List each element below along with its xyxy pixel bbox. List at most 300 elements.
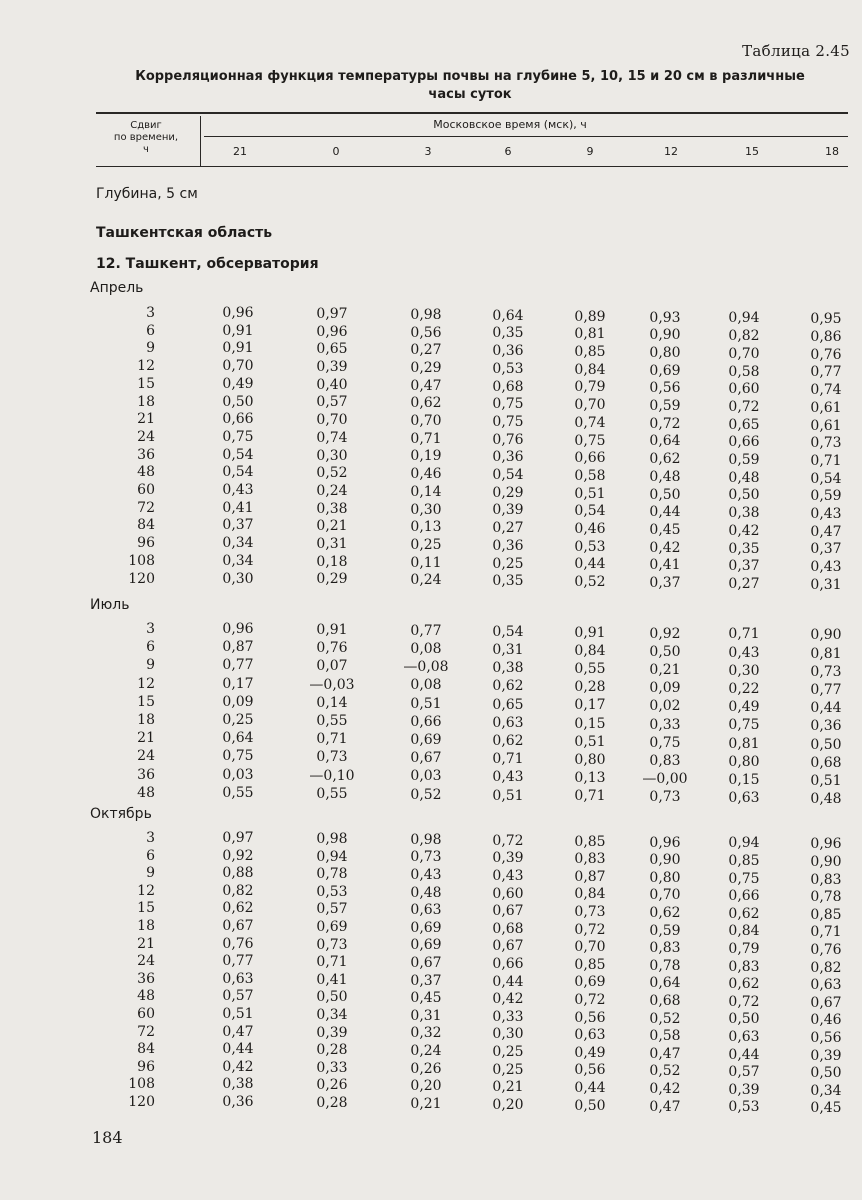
correlation-value: 0,97 [316,305,348,322]
correlation-value: 0,85 [574,833,606,850]
correlation-value: 0,81 [810,645,842,662]
correlation-value: 0,76 [810,941,842,958]
correlation-value: 0,42 [649,1080,681,1097]
correlation-value: 0,59 [649,398,681,414]
correlation-value: 0,77 [410,622,442,639]
correlation-value: 0,54 [222,464,254,481]
correlation-value: 0,61 [810,399,842,416]
correlation-value: 0,50 [728,1011,760,1028]
shift-value: 6 [146,639,155,656]
correlation-value: 0,63 [492,714,524,731]
correlation-value: 0,57 [728,1064,760,1081]
correlation-value: 0,49 [574,1044,606,1061]
correlation-value: 0,96 [649,834,681,851]
correlation-value: 0,07 [316,658,348,675]
correlation-value: 0,98 [410,831,442,848]
correlation-value: 0,44 [222,1041,254,1058]
correlation-value: 0,43 [410,867,442,883]
correlation-value: 0,71 [574,788,606,805]
correlation-value: 0,48 [410,884,442,901]
correlation-value: 0,32 [410,1025,442,1042]
correlation-value: 0,75 [222,428,254,445]
correlation-value: 0,91 [222,340,254,357]
correlation-value: 0,98 [410,306,442,323]
correlation-value: 0,91 [316,621,348,638]
correlation-value: 0,77 [810,364,842,381]
correlation-value: 0,14 [410,483,442,500]
correlation-value: 0,44 [574,556,606,573]
correlation-value: 0,35 [728,540,760,557]
correlation-value: 0,33 [492,1008,524,1025]
correlation-value: 0,37 [222,517,254,534]
correlation-value: 0,94 [728,310,760,327]
correlation-value: 0,60 [492,885,524,902]
correlation-value: 0,59 [728,452,760,468]
shift-value: 48 [137,988,155,1005]
correlation-value: 0,15 [728,772,760,788]
correlation-value: 0,79 [728,941,760,957]
correlation-value: 0,76 [492,431,524,448]
correlation-value: 0,37 [649,575,681,591]
correlation-value: 0,47 [649,1045,681,1062]
correlation-value: 0,39 [316,1024,348,1041]
shift-value: 12 [137,675,155,692]
correlation-value: 0,66 [728,888,760,905]
correlation-value: —0,08 [403,659,449,676]
correlation-value: 0,82 [222,882,254,899]
correlation-value: 0,26 [316,1077,348,1094]
correlation-value: 0,29 [410,359,442,376]
correlation-value: 0,96 [222,305,254,321]
shift-value: 84 [137,1041,155,1058]
correlation-value: 0,17 [574,697,606,714]
correlation-value: 0,42 [222,1058,254,1075]
correlation-value: 0,72 [649,415,681,432]
correlation-value: 0,21 [410,1095,442,1112]
correlation-value: 0,50 [810,1065,842,1082]
correlation-value: 0,77 [222,953,254,970]
correlation-value: 0,72 [728,993,760,1010]
correlation-value: 0,54 [492,467,524,483]
correlation-value: 0,71 [316,954,348,971]
correlation-value: 0,52 [649,1010,681,1027]
correlation-value: 0,34 [222,535,254,552]
correlation-value: 0,52 [649,1063,681,1080]
correlation-value: 0,21 [316,518,348,535]
correlation-value: 0,57 [316,394,348,411]
shift-value: 72 [137,1023,155,1040]
correlation-value: 0,25 [222,712,254,728]
correlation-value: 0,67 [410,750,442,767]
correlation-value: 0,25 [410,536,442,553]
correlation-value: 0,69 [410,732,442,748]
correlation-value: 0,24 [410,572,442,589]
correlation-value: 0,69 [410,919,442,936]
correlation-value: 0,24 [410,1043,442,1059]
correlation-value: 0,75 [649,734,681,751]
correlation-value: 0,50 [649,486,681,503]
correlation-value: 0,50 [222,393,254,410]
correlation-value: 0,72 [728,398,760,415]
shift-value: 12 [137,882,155,899]
hour-header-cell: 21 [233,145,247,158]
correlation-value: 0,08 [410,641,442,657]
correlation-value: 0,77 [222,657,254,674]
correlation-value: 0,39 [316,359,348,375]
header-bottom-rule [96,166,848,167]
correlation-value: 0,93 [649,309,681,326]
correlation-value: 0,38 [316,500,348,517]
correlation-value: 0,95 [810,311,842,328]
correlation-value: 0,90 [810,853,842,870]
correlation-value: —0,00 [642,771,688,788]
correlation-value: 0,38 [728,505,760,522]
correlation-value: 0,51 [574,485,606,502]
shift-value: 60 [137,482,155,498]
correlation-value: 0,71 [810,452,842,469]
correlation-value: 0,39 [492,502,524,519]
correlation-value: 0,84 [574,361,606,378]
correlation-value: 0,09 [222,693,254,710]
correlation-value: 0,75 [492,413,524,430]
correlation-value: 0,38 [222,1076,254,1093]
correlation-value: 0,77 [810,681,842,698]
correlation-value: 0,35 [492,325,524,342]
correlation-value: 0,74 [810,382,842,399]
correlation-value: 0,54 [810,470,842,487]
shift-value: 18 [137,393,155,410]
correlation-value: 0,61 [810,417,842,434]
table-caption [90,68,850,104]
correlation-value: 0,27 [410,342,442,359]
correlation-value: 0,48 [728,469,760,486]
shift-value: 120 [128,1094,155,1110]
correlation-value: 0,87 [222,639,254,656]
correlation-value: 0,74 [574,414,606,431]
correlation-value: 0,59 [810,488,842,505]
shift-value: 15 [137,375,155,392]
correlation-value: 0,84 [574,642,606,659]
shift-value: 6 [146,322,155,339]
correlation-value: 0,58 [649,1028,681,1045]
correlation-value: 0,76 [316,640,348,657]
correlation-value: 0,90 [810,627,842,644]
correlation-value: 0,94 [316,848,348,865]
correlation-value: 0,28 [316,1094,348,1111]
correlation-value: 0,72 [492,832,524,849]
shift-value: 108 [128,552,155,569]
correlation-value: 0,57 [316,901,348,918]
correlation-value: 0,52 [410,786,442,803]
shift-header-line: по времени, [113,132,179,143]
correlation-value: 0,67 [810,994,842,1011]
correlation-value: 0,56 [574,1062,606,1079]
correlation-value: 0,64 [492,307,524,324]
correlation-value: 0,73 [316,749,348,766]
correlation-value: 0,57 [222,988,254,1005]
correlation-value: 0,96 [810,836,842,853]
correlation-value: 0,43 [492,769,524,786]
correlation-value: 0,53 [492,360,524,377]
station-heading: 12. Ташкент, обсерватория [96,256,319,272]
correlation-value: 0,71 [410,430,442,447]
correlation-value: 0,31 [316,536,348,552]
correlation-value: 0,48 [810,791,842,808]
correlation-value: 0,36 [492,449,524,466]
shift-value: 36 [137,446,155,463]
correlation-value: 0,45 [410,990,442,1007]
correlation-value: 0,73 [810,435,842,452]
shift-value: 15 [137,693,155,710]
correlation-value: 0,40 [316,376,348,393]
correlation-value: 0,13 [410,519,442,536]
correlation-value: 0,83 [649,752,681,769]
hours-header-rule [204,136,848,137]
correlation-value: 0,69 [649,362,681,379]
correlation-value: 0,65 [728,416,760,433]
hour-header-cell: 0 [332,145,340,158]
correlation-value: 0,67 [410,955,442,971]
correlation-value: 0,30 [222,570,254,587]
correlation-value: 0,62 [728,976,760,993]
correlation-value: 0,66 [574,450,606,467]
correlation-value: 0,70 [728,345,760,362]
shift-header-line: ч [143,144,149,155]
correlation-value: 0,51 [574,733,606,750]
correlation-value: 0,98 [316,830,348,847]
correlation-value: 0,83 [574,851,606,868]
correlation-value: 0,85 [728,853,760,869]
correlation-value: 0,70 [649,887,681,904]
correlation-value: 0,25 [492,1061,524,1078]
correlation-value: 0,85 [810,906,842,923]
correlation-value: 0,14 [316,694,348,711]
correlation-value: 0,64 [649,433,681,450]
correlation-value: 0,81 [728,735,760,752]
correlation-value: 0,44 [810,700,842,717]
correlation-value: 0,22 [728,681,760,697]
caption-line-1: Корреляционная функция температуры почвы на глубине 5, 10, 15 и 20 см в различные [135,69,805,84]
correlation-value: 0,49 [222,375,254,392]
correlation-value: 0,72 [574,921,606,938]
correlation-value: 0,84 [574,886,606,903]
table-number: Таблица 2.45 [742,42,850,60]
correlation-value: 0,73 [649,789,681,806]
correlation-value: 0,94 [728,835,760,852]
shift-value: 12 [137,358,155,375]
shift-value: 18 [137,712,155,728]
month-heading: Июль [90,597,130,613]
correlation-value: 0,73 [410,849,442,866]
shift-value: 18 [137,918,155,934]
correlation-value: 0,69 [410,937,442,954]
correlation-value: 0,91 [574,624,606,641]
correlation-value: 0,38 [492,660,524,677]
hour-header-cell: 18 [825,145,839,158]
header-vertical-separator [200,116,201,166]
correlation-value: 0,70 [222,358,254,375]
correlation-value: 0,62 [492,732,524,749]
correlation-value: 0,50 [728,487,760,504]
correlation-value: 0,80 [574,752,606,768]
shift-column-header [96,120,196,156]
shift-value: 120 [128,570,155,587]
correlation-value: 0,55 [222,784,254,801]
correlation-value: 0,30 [410,501,442,518]
correlation-value: 0,13 [574,770,606,787]
correlation-value: 0,50 [316,989,348,1006]
correlation-value: 0,80 [649,869,681,886]
correlation-value: 0,83 [649,940,681,957]
correlation-value: 0,56 [410,324,442,341]
correlation-value: 0,34 [316,1006,348,1023]
shift-value: 24 [137,748,155,765]
correlation-value: 0,45 [810,1100,842,1117]
correlation-value: 0,83 [810,871,842,888]
header-top-rule [96,112,848,114]
correlation-value: 0,68 [492,378,524,395]
correlation-value: 0,21 [492,1079,524,1096]
correlation-value: 0,29 [316,571,348,588]
correlation-value: 0,82 [810,959,842,976]
correlation-value: 0,58 [574,467,606,484]
correlation-value: 0,41 [316,971,348,988]
correlation-value: 0,78 [649,957,681,974]
correlation-value: 0,63 [574,1027,606,1044]
correlation-value: 0,19 [410,448,442,465]
correlation-value: 0,71 [316,731,348,748]
correlation-value: 0,26 [410,1060,442,1077]
correlation-value: 0,76 [810,346,842,363]
correlation-value: 0,44 [649,504,681,521]
correlation-value: 0,15 [574,715,606,732]
shift-value: 108 [128,1076,155,1093]
correlation-value: 0,43 [810,559,842,576]
correlation-value: 0,69 [574,974,606,991]
correlation-value: 0,34 [810,1082,842,1099]
correlation-value: 0,29 [492,484,524,501]
correlation-value: 0,36 [810,718,842,735]
correlation-value: 0,47 [649,1098,681,1115]
correlation-value: 0,86 [810,329,842,345]
correlation-value: 0,30 [728,662,760,679]
correlation-value: 0,55 [316,785,348,802]
correlation-value: 0,39 [810,1047,842,1064]
correlation-value: 0,62 [649,904,681,921]
hour-header-cell: 3 [424,145,432,158]
correlation-value: 0,08 [410,677,442,694]
correlation-value: 0,43 [810,506,842,522]
correlation-value: 0,88 [222,865,254,882]
correlation-value: 0,39 [492,850,524,867]
correlation-value: 0,42 [492,991,524,1008]
correlation-value: 0,17 [222,675,254,692]
correlation-value: 0,97 [222,830,254,846]
correlation-value: 0,73 [316,936,348,953]
correlation-value: 0,82 [728,328,760,345]
correlation-value: 0,70 [574,939,606,956]
shift-value: 48 [137,784,155,801]
correlation-value: 0,63 [728,790,760,807]
correlation-value: 0,59 [649,922,681,939]
correlation-value: 0,41 [222,499,254,516]
correlation-value: 0,75 [574,432,606,449]
correlation-value: 0,80 [649,344,681,361]
correlation-value: 0,69 [316,918,348,935]
correlation-value: 0,62 [649,451,681,468]
correlation-value: 0,41 [649,557,681,574]
correlation-value: 0,92 [649,625,681,642]
correlation-value: 0,84 [728,923,760,940]
correlation-value: 0,65 [316,341,348,358]
correlation-value: 0,37 [728,558,760,575]
correlation-value: 0,75 [728,870,760,887]
correlation-value: 0,68 [492,920,524,937]
correlation-value: 0,43 [492,867,524,884]
correlation-value: 0,85 [574,344,606,360]
correlation-value: 0,36 [492,343,524,360]
correlation-value: 0,48 [649,468,681,485]
correlation-value: 0,31 [492,641,524,658]
correlation-value: 0,55 [574,661,606,677]
correlation-value: 0,09 [649,680,681,697]
correlation-value: 0,25 [492,1043,524,1060]
correlation-value: 0,33 [316,1059,348,1076]
correlation-value: 0,64 [649,975,681,992]
correlation-value: 0,70 [410,413,442,429]
correlation-value: 0,58 [728,363,760,380]
correlation-value: 0,28 [316,1042,348,1059]
correlation-value: 0,90 [649,327,681,344]
correlation-value: 0,64 [222,730,254,747]
shift-value: 21 [137,730,155,747]
correlation-value: 0,63 [222,970,254,987]
correlation-value: 0,27 [492,520,524,537]
region-heading: Ташкентская область [96,225,273,241]
correlation-value: 0,63 [410,902,442,919]
correlation-value: 0,62 [222,900,254,917]
correlation-value: 0,75 [728,717,760,734]
correlation-value: 0,24 [316,482,348,499]
correlation-value: 0,56 [810,1029,842,1046]
correlation-value: 0,49 [728,699,760,716]
correlation-value: 0,73 [810,663,842,680]
shift-value: 24 [137,953,155,970]
correlation-value: 0,79 [574,379,606,396]
correlation-value: 0,46 [574,521,606,537]
correlation-value: 0,62 [410,395,442,412]
correlation-value: 0,72 [574,992,606,1008]
shift-value: 36 [137,970,155,987]
shift-value: 9 [146,340,155,357]
correlation-value: 0,56 [649,380,681,397]
correlation-value: 0,44 [492,973,524,990]
correlation-value: 0,74 [316,429,348,446]
correlation-value: 0,21 [649,661,681,678]
shift-value: 15 [137,900,155,917]
correlation-value: 0,81 [574,326,606,343]
correlation-value: 0,63 [728,1029,760,1045]
correlation-value: 0,33 [649,716,681,733]
shift-value: 3 [146,621,155,637]
shift-value: 96 [137,535,155,552]
correlation-value: 0,03 [410,768,442,785]
shift-value: 9 [146,865,155,882]
correlation-value: 0,50 [574,1097,606,1114]
correlation-value: 0,31 [810,576,842,593]
correlation-value: 0,44 [574,1080,606,1096]
moscow-time-header: Московское время (мск), ч [433,118,587,131]
